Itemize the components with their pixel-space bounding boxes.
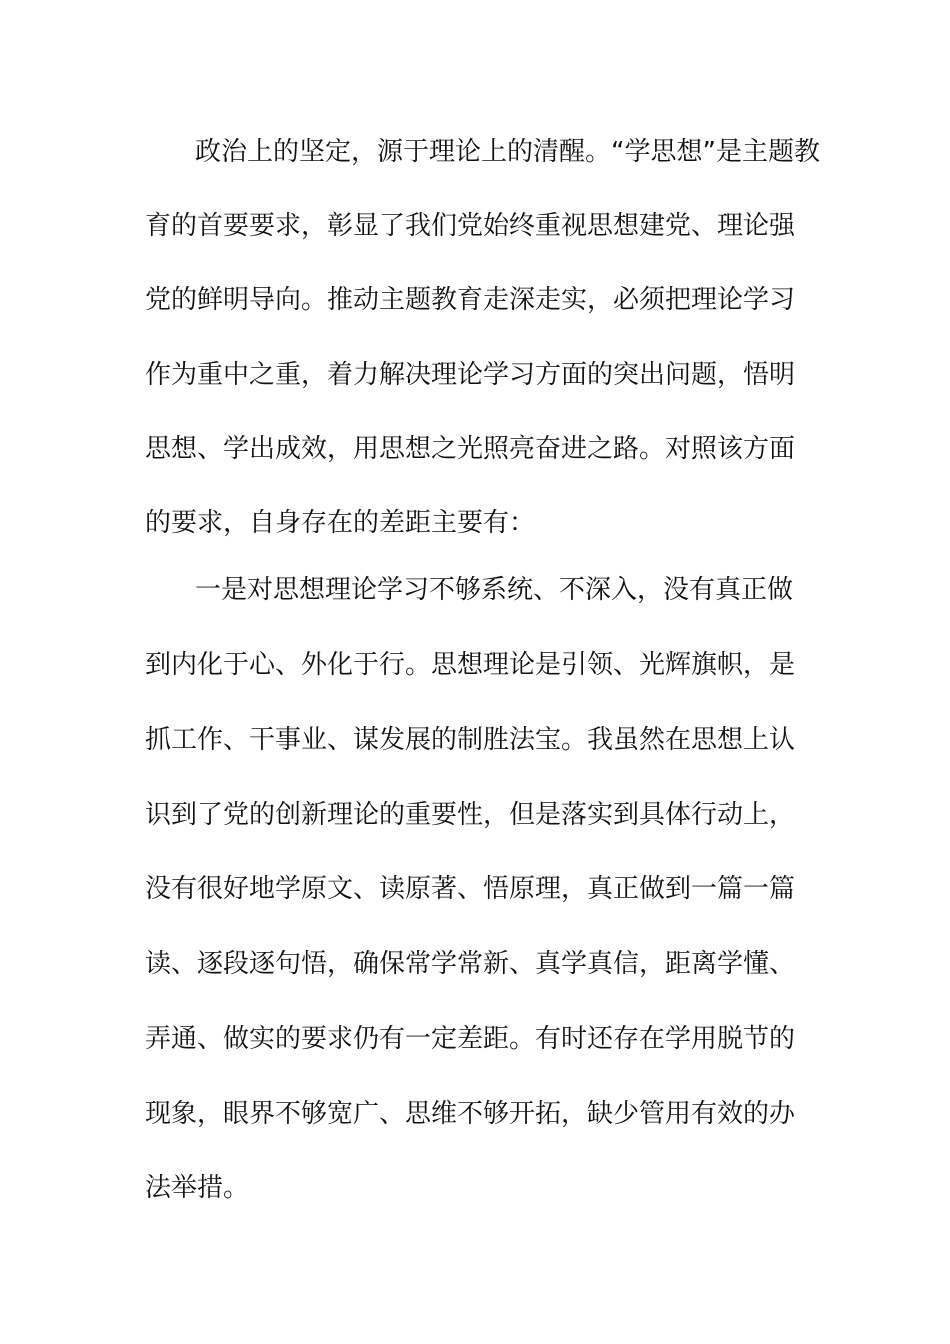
text-line: 作为重中之重，着力解决理论学习方面的突出问题，悟明 xyxy=(145,360,796,390)
text-line: 读、逐段逐句悟，确保常学常新、真学真信，距离学懂、 xyxy=(145,949,796,979)
text-line: 弄通、做实的要求仍有一定差距。有时还存在学用脱节的 xyxy=(145,1024,796,1054)
text-line: 思想、学出成效，用思想之光照亮奋进之路。对照该方面 xyxy=(145,434,796,464)
text-line: 育的首要要求，彰显了我们党始终重视思想建党、理论强 xyxy=(145,211,796,241)
text-line: 到内化于心、外化于行。思想理论是引领、光辉旗帜，是 xyxy=(145,650,796,680)
text-line: 现象，眼界不够宽广、思维不够开拓，缺少管用有效的办 xyxy=(145,1099,796,1129)
text-line: 法举措。 xyxy=(145,1173,250,1203)
text-line: 没有很好地学原文、读原著、悟原理，真正做到一篇一篇 xyxy=(145,874,796,904)
text-line: 党的鲜明导向。推动主题教育走深走实，必须把理论学习 xyxy=(145,285,796,315)
text-line: 的要求，自身存在的差距主要有： xyxy=(145,508,536,538)
text-line: 抓工作、干事业、谋发展的制胜法宝。我虽然在思想上认 xyxy=(145,725,796,755)
text-line: 一是对思想理论学习不够系统、不深入，没有真正做 xyxy=(195,575,794,605)
text-line: 识到了党的创新理论的重要性，但是落实到具体行动上， xyxy=(145,800,796,830)
text-line: 政治上的坚定，源于理论上的清醒。“学思想”是主题教 xyxy=(195,137,820,167)
